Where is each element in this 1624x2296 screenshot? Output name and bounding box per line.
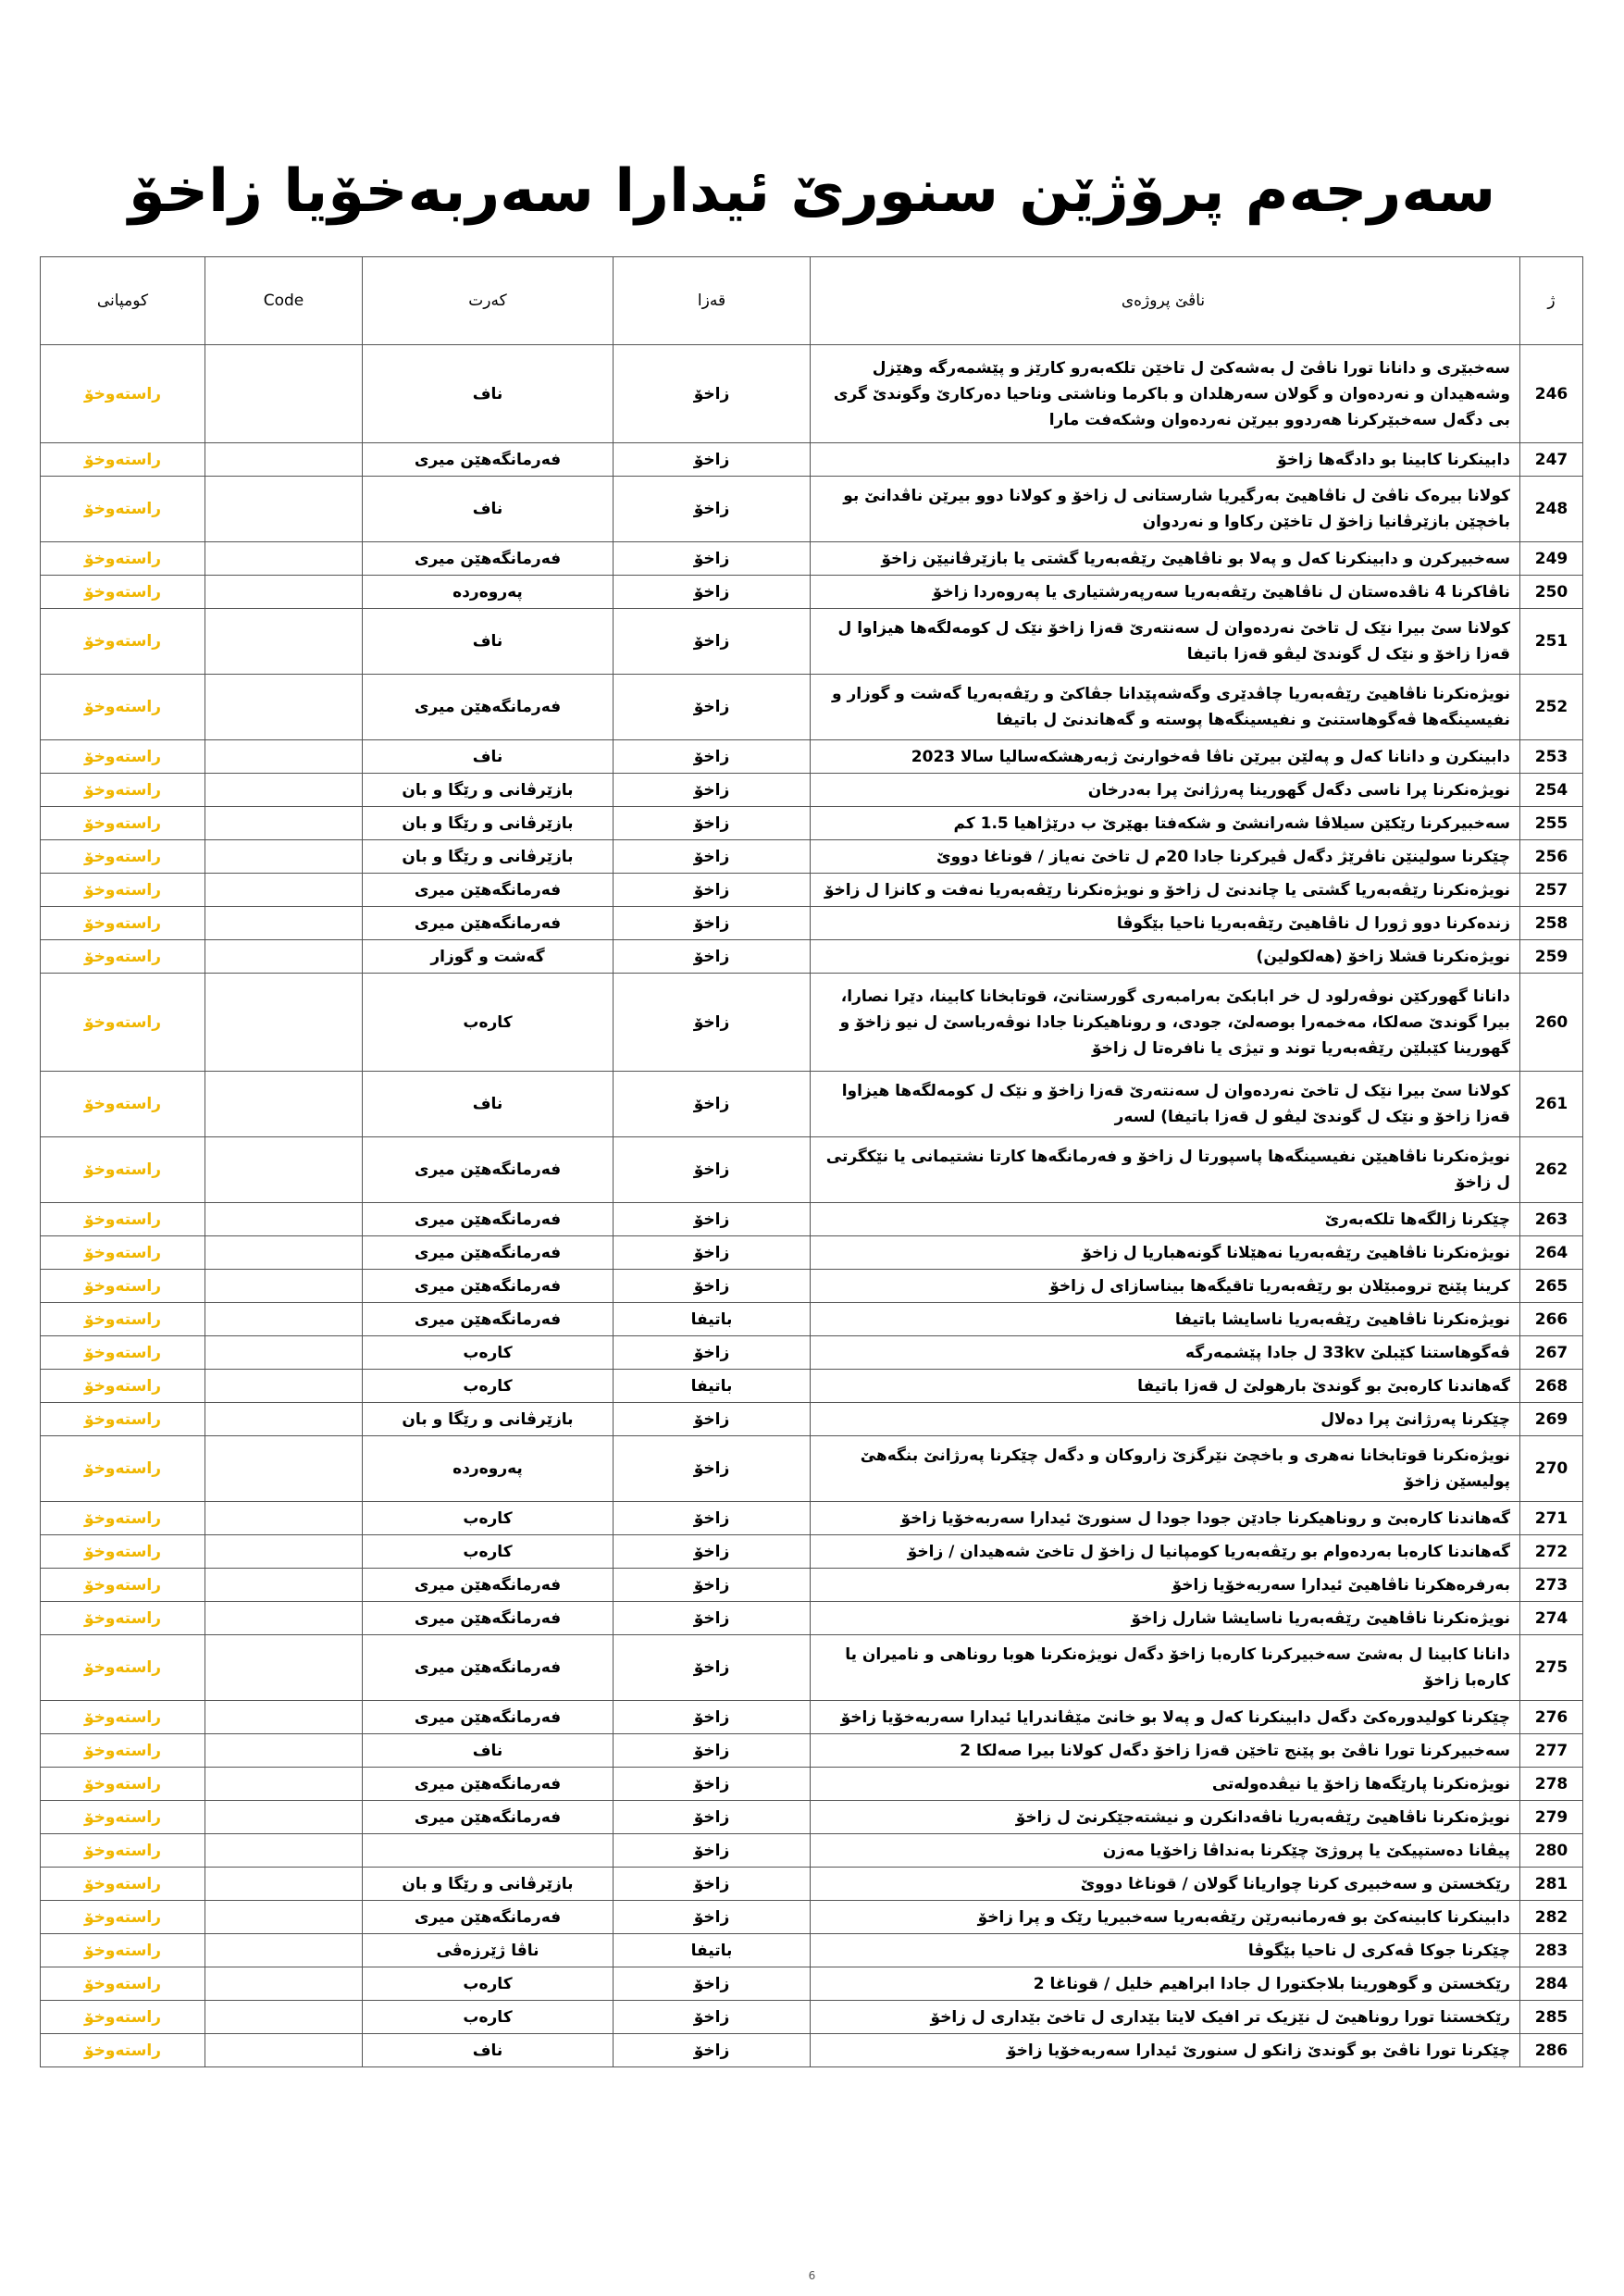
table-row xyxy=(41,1370,1583,1403)
project-name-cell: نویژەنکرنا ناڤاهیێ رێڤەبەریا نەهێلانا گونەهباریا ل زاخۆ xyxy=(811,1236,1520,1270)
project-name-cell: چێکرنا زالگەها تلکەبەرێ xyxy=(811,1203,1520,1236)
table-row xyxy=(41,1801,1583,1834)
company-cell: راستەوخۆ xyxy=(41,1569,205,1602)
code-cell xyxy=(205,907,363,940)
row-number: 258 xyxy=(1520,907,1583,940)
code-cell xyxy=(205,974,363,1072)
row-number: 272 xyxy=(1520,1535,1583,1569)
row-number: 262 xyxy=(1520,1137,1583,1203)
table-row xyxy=(41,1934,1583,1967)
row-number: 278 xyxy=(1520,1768,1583,1801)
company-cell: راستەوخۆ xyxy=(41,1768,205,1801)
table-row xyxy=(41,1701,1583,1734)
code-cell xyxy=(205,609,363,675)
company-cell: راستەوخۆ xyxy=(41,1502,205,1535)
row-number: 263 xyxy=(1520,1203,1583,1236)
district-cell: زاخۆ xyxy=(614,1635,811,1701)
district-cell: زاخۆ xyxy=(614,345,811,443)
sector-cell: بازێرڤانی و رێگا و بان xyxy=(363,1403,614,1436)
code-cell xyxy=(205,1768,363,1801)
company-cell: راستەوخۆ xyxy=(41,907,205,940)
code-cell xyxy=(205,1203,363,1236)
row-number: 255 xyxy=(1520,807,1583,840)
district-cell: زاخۆ xyxy=(614,1236,811,1270)
row-number: 261 xyxy=(1520,1072,1583,1137)
table-header-row xyxy=(41,257,1583,345)
table-row xyxy=(41,1635,1583,1701)
district-cell: زاخۆ xyxy=(614,1901,811,1934)
row-number: 247 xyxy=(1520,443,1583,477)
code-cell xyxy=(205,940,363,974)
row-number: 257 xyxy=(1520,874,1583,907)
code-cell xyxy=(205,477,363,542)
district-cell: زاخۆ xyxy=(614,1834,811,1868)
district-cell: زاخۆ xyxy=(614,840,811,874)
row-number: 268 xyxy=(1520,1370,1583,1403)
table-row xyxy=(41,675,1583,740)
sector-cell: فەرمانگەهێن میری xyxy=(363,1303,614,1336)
row-number: 280 xyxy=(1520,1834,1583,1868)
project-name-cell: چێکرنا پەرژانێ پرا دەلال xyxy=(811,1403,1520,1436)
sector-cell: فەرمانگەهێن میری xyxy=(363,874,614,907)
code-cell xyxy=(205,1834,363,1868)
project-name-cell: دانانا کابینا ل بەشێ سەخبیرکرنا کارەبا زاخۆ دگەل نویژەنکرنا هوبا روناهی و نامیران یا کارەبا زاخۆ xyxy=(811,1635,1520,1701)
sector-cell: ناف xyxy=(363,609,614,675)
sector-cell: فەرمانگەهێن میری xyxy=(363,1270,614,1303)
district-cell: زاخۆ xyxy=(614,1535,811,1569)
company-cell: راستەوخۆ xyxy=(41,1535,205,1569)
code-cell xyxy=(205,1072,363,1137)
code-cell xyxy=(205,675,363,740)
row-number: 281 xyxy=(1520,1868,1583,1901)
code-cell xyxy=(205,2001,363,2034)
table-row xyxy=(41,740,1583,774)
code-cell xyxy=(205,1868,363,1901)
sector-cell: ناڤا ژێرزەڤی xyxy=(363,1934,614,1967)
company-cell: راستەوخۆ xyxy=(41,1370,205,1403)
sector-cell: ناف xyxy=(363,1734,614,1768)
district-cell: زاخۆ xyxy=(614,675,811,740)
district-cell: زاخۆ xyxy=(614,609,811,675)
header-number: ژ xyxy=(1520,257,1583,345)
sector-cell: کارەب xyxy=(363,1336,614,1370)
sector-cell: کارەب xyxy=(363,974,614,1072)
project-name-cell: نویژەنکرنا پرا ناسی دگەل گهورینا پەرژانێ پرا بەدرخان xyxy=(811,774,1520,807)
table-row xyxy=(41,1901,1583,1934)
code-cell xyxy=(205,1535,363,1569)
district-cell: زاخۆ xyxy=(614,1868,811,1901)
code-cell xyxy=(205,1137,363,1203)
project-name-cell: دانانا گهورکێن نوڤەرلود ل خر ابابکێ بەرامبەری گورستانێ، قوتابخانا کابینا، دێرا نصارا، بیرا گوندێ صەلکا، مەخمەرا بوصەلێ، جودی، و روناهیکرنا جادا نوڤەرباسێ ل نیو زاخۆ و گهورینا کێبلێن رێڤەبەریا توند و تیژی یا نافرەتا ل زاخۆ xyxy=(811,974,1520,1072)
table-row xyxy=(41,443,1583,477)
projects-table xyxy=(40,256,1583,2067)
row-number: 271 xyxy=(1520,1502,1583,1535)
row-number: 286 xyxy=(1520,2034,1583,2067)
project-name-cell: ڤەگوهاستنا کێبلێ 33kv ل جادا پێشمەرگە xyxy=(811,1336,1520,1370)
company-cell: راستەوخۆ xyxy=(41,1270,205,1303)
code-cell xyxy=(205,807,363,840)
project-name-cell: کولانا بیرەک ناڤێ ل ناڤاهیێ بەرگیریا شارستانی ل زاخۆ و کولانا دوو بیرێن ناڤدانێ بو باخچێن بازێرڤانیا زاخۆ ل تاخێن رکاوا و نەردوان xyxy=(811,477,1520,542)
table-row xyxy=(41,1403,1583,1436)
table-row xyxy=(41,840,1583,874)
sector-cell: کارەب xyxy=(363,2001,614,2034)
table-row xyxy=(41,807,1583,840)
project-name-cell: نویژەنکرنا قوتابخانا نەهری و باخچێ نێرگزێ زاروکان و دگەل چێکرنا پەرژانێ بنگەهێ پولیسێن زاخۆ xyxy=(811,1436,1520,1502)
district-cell: زاخۆ xyxy=(614,1701,811,1734)
code-cell xyxy=(205,1734,363,1768)
district-cell: زاخۆ xyxy=(614,1768,811,1801)
project-name-cell: نویژەنکرنا ناڤاهیێ رێڤەبەریا ناسایشا باتیفا xyxy=(811,1303,1520,1336)
sector-cell: ناف xyxy=(363,345,614,443)
district-cell: زاخۆ xyxy=(614,1602,811,1635)
project-name-cell: نویژەنکرنا ناڤاهیێ رێڤەبەریا ناسایشا شارل زاخۆ xyxy=(811,1602,1520,1635)
table-row xyxy=(41,1270,1583,1303)
project-name-cell: سەخبیرکرنا تورا ناڤێ بو پێنج تاخێن قەزا زاخۆ دگەل کولانا بیرا صەلکا 2 xyxy=(811,1734,1520,1768)
row-number: 277 xyxy=(1520,1734,1583,1768)
sector-cell: فەرمانگەهێن میری xyxy=(363,1602,614,1635)
company-cell: راستەوخۆ xyxy=(41,576,205,609)
code-cell xyxy=(205,345,363,443)
district-cell: باتیفا xyxy=(614,1934,811,1967)
project-name-cell: نویژەنکرنا ناڤاهیێن نفیسینگەها پاسپورتا ل زاخۆ و فەرمانگەها کارتا نشتیمانی یا نێکگرتی ل زاخۆ xyxy=(811,1137,1520,1203)
company-cell: راستەوخۆ xyxy=(41,974,205,1072)
table-row xyxy=(41,1502,1583,1535)
sector-cell: بازێرڤانی و رێگا و بان xyxy=(363,774,614,807)
table-row xyxy=(41,345,1583,443)
district-cell: زاخۆ xyxy=(614,1203,811,1236)
company-cell: راستەوخۆ xyxy=(41,1701,205,1734)
table-row xyxy=(41,477,1583,542)
row-number: 264 xyxy=(1520,1236,1583,1270)
table-row xyxy=(41,576,1583,609)
sector-cell: پەروەردە xyxy=(363,576,614,609)
company-cell: راستەوخۆ xyxy=(41,1236,205,1270)
row-number: 260 xyxy=(1520,974,1583,1072)
row-number: 248 xyxy=(1520,477,1583,542)
project-name-cell: دابینکرنا کابینا بو دادگەها زاخۆ xyxy=(811,443,1520,477)
table-row xyxy=(41,2001,1583,2034)
table-row xyxy=(41,1303,1583,1336)
company-cell: راستەوخۆ xyxy=(41,1901,205,1934)
sector-cell: فەرمانگەهێن میری xyxy=(363,1635,614,1701)
sector-cell: گەشت و گوزار xyxy=(363,940,614,974)
company-cell: راستەوخۆ xyxy=(41,1602,205,1635)
district-cell: زاخۆ xyxy=(614,542,811,576)
district-cell: زاخۆ xyxy=(614,1137,811,1203)
district-cell: زاخۆ xyxy=(614,907,811,940)
project-name-cell: دابینکرنا کابینەکێ بو فەرمانبەرێن رێڤەبەریا سەخبیریا رێک و پرا زاخۆ xyxy=(811,1901,1520,1934)
row-number: 273 xyxy=(1520,1569,1583,1602)
company-cell: راستەوخۆ xyxy=(41,1635,205,1701)
page-number: 6 xyxy=(808,2269,816,2282)
table-row xyxy=(41,1734,1583,1768)
company-cell: راستەوخۆ xyxy=(41,940,205,974)
code-cell xyxy=(205,1236,363,1270)
row-number: 251 xyxy=(1520,609,1583,675)
district-cell: زاخۆ xyxy=(614,2001,811,2034)
company-cell: راستەوخۆ xyxy=(41,477,205,542)
district-cell: زاخۆ xyxy=(614,1502,811,1535)
district-cell: زاخۆ xyxy=(614,443,811,477)
sector-cell: فەرمانگەهێن میری xyxy=(363,1801,614,1834)
company-cell: راستەوخۆ xyxy=(41,774,205,807)
company-cell: راستەوخۆ xyxy=(41,1303,205,1336)
code-cell xyxy=(205,576,363,609)
table-row xyxy=(41,542,1583,576)
code-cell xyxy=(205,1403,363,1436)
district-cell: زاخۆ xyxy=(614,1734,811,1768)
project-name-cell: بەرفرەهکرنا ناڤاهیێ ئیدارا سەربەخۆیا زاخۆ xyxy=(811,1569,1520,1602)
district-cell: زاخۆ xyxy=(614,1270,811,1303)
table-row xyxy=(41,1834,1583,1868)
project-name-cell: کولانا سێ بیرا نێک ل تاخێ نەردەوان ل سەنتەرێ قەزا زاخۆ و نێک ل کومەلگەها هیزاوا قەزا زاخۆ و نێک ل گوندێ لیڤو ل قەزا باتیفا) لسەر xyxy=(811,1072,1520,1137)
company-cell: راستەوخۆ xyxy=(41,1403,205,1436)
sector-cell: بازێرڤانی و رێگا و بان xyxy=(363,840,614,874)
district-cell: زاخۆ xyxy=(614,1967,811,2001)
district-cell: زاخۆ xyxy=(614,1801,811,1834)
table-row xyxy=(41,774,1583,807)
company-cell: راستەوخۆ xyxy=(41,1868,205,1901)
code-cell xyxy=(205,1635,363,1701)
header-district: قەزا xyxy=(614,257,811,345)
company-cell: راستەوخۆ xyxy=(41,443,205,477)
table-row xyxy=(41,1535,1583,1569)
row-number: 267 xyxy=(1520,1336,1583,1370)
project-name-cell: گەهاندنا کارەبا بەردەوام بو رێڤەبەریا کومپانیا ل زاخۆ ل تاخێ شەهیدان / زاخۆ xyxy=(811,1535,1520,1569)
sector-cell: فەرمانگەهێن میری xyxy=(363,1569,614,1602)
table-row xyxy=(41,1072,1583,1137)
company-cell: راستەوخۆ xyxy=(41,1834,205,1868)
sector-cell: ناف xyxy=(363,2034,614,2067)
table-row xyxy=(41,1236,1583,1270)
district-cell: زاخۆ xyxy=(614,774,811,807)
code-cell xyxy=(205,1801,363,1834)
company-cell: راستەوخۆ xyxy=(41,609,205,675)
row-number: 269 xyxy=(1520,1403,1583,1436)
table-row xyxy=(41,1436,1583,1502)
project-name-cell: ناڤاکرنا 4 ناڤدەستان ل ناڤاهیێ رێڤەبەریا سەرپەرشتیاری یا پەروەردا زاخۆ xyxy=(811,576,1520,609)
row-number: 249 xyxy=(1520,542,1583,576)
project-name-cell: دابینکرن و دانانا کەل و پەلێن بیرێن ناڤا ڤەخوارنێ ژبەرهشکەسالیا سالا 2023 xyxy=(811,740,1520,774)
company-cell: راستەوخۆ xyxy=(41,1072,205,1137)
code-cell xyxy=(205,1602,363,1635)
project-name-cell: چێکرنا سولینێن ناڤرێژ دگەل ڤیرکرنا جادا 20م ل تاخێ نەیاز / قوناغا دووێ xyxy=(811,840,1520,874)
district-cell: باتیفا xyxy=(614,1303,811,1336)
row-number: 254 xyxy=(1520,774,1583,807)
row-number: 282 xyxy=(1520,1901,1583,1934)
district-cell: زاخۆ xyxy=(614,576,811,609)
district-cell: زاخۆ xyxy=(614,940,811,974)
row-number: 270 xyxy=(1520,1436,1583,1502)
sector-cell: بازێرڤانی و رێگا و بان xyxy=(363,807,614,840)
project-name-cell: زندەکرنا دوو ژورا ل ناڤاهیێ رێڤەبەریا ناحیا بێگوڤا xyxy=(811,907,1520,940)
project-name-cell: سەخبێری و دانانا تورا ناڤێ ل بەشەکێ ل تاخێن تلکەبەرو کارێز و پێشمەرگە وهێزل وشەهیدان و نەردەوان و گولان سەرهلدان و باکرما وناشتی وناحیا دەرکارێ وگوندێ گری بی دگەل سەخبێرکرنا هەردوو بیرێن نەردەوان وشکەفت مارا xyxy=(811,345,1520,443)
row-number: 256 xyxy=(1520,840,1583,874)
company-cell: راستەوخۆ xyxy=(41,2001,205,2034)
row-number: 276 xyxy=(1520,1701,1583,1734)
sector-cell: پەروەردە xyxy=(363,1436,614,1502)
project-name-cell: پیڤانا دەستپیکێ یا پروژێ چێکرنا بەنداڤا زاخۆیا مەزن xyxy=(811,1834,1520,1868)
table-body xyxy=(41,345,1583,2067)
company-cell: راستەوخۆ xyxy=(41,542,205,576)
project-name-cell: چێکرنا جوکا ڤەکری ل ناحیا بێگوڤا xyxy=(811,1934,1520,1967)
code-cell xyxy=(205,774,363,807)
sector-cell: بازێرڤانی و رێگا و بان xyxy=(363,1868,614,1901)
sector-cell: ناف xyxy=(363,477,614,542)
table-row xyxy=(41,1768,1583,1801)
header-project-name: ناڤێ پروژەی xyxy=(811,257,1520,345)
table-row xyxy=(41,1868,1583,1901)
company-cell: راستەوخۆ xyxy=(41,1934,205,1967)
sector-cell: فەرمانگەهێن میری xyxy=(363,1768,614,1801)
row-number: 275 xyxy=(1520,1635,1583,1701)
project-name-cell: نویژەنکرنا رێڤەبەریا گشتی یا چاندنێ ل زاخۆ و نویژەنکرنا رێڤەبەریا نەفت و کانزا ل زاخۆ xyxy=(811,874,1520,907)
project-name-cell: گەهاندنا کارەبێ بو گوندێ بارهولێ ل قەزا باتیفا xyxy=(811,1370,1520,1403)
row-number: 283 xyxy=(1520,1934,1583,1967)
sector-cell: کارەب xyxy=(363,1535,614,1569)
table-row xyxy=(41,1602,1583,1635)
project-name-cell: نویژەنکرنا ناڤاهیێ رێڤەبەریا چاڤدێری وگەشەپێدانا جڤاکێ و رێڤەبەریا گەشت و گوزار و نفیسینگەها ڤەگوهاستنێ و نفیسینگەها پوستە و گەهاندنێ ل باتیفا xyxy=(811,675,1520,740)
sector-cell: فەرمانگەهێن میری xyxy=(363,1901,614,1934)
sector-cell: فەرمانگەهێن میری xyxy=(363,542,614,576)
sector-cell: فەرمانگەهێن میری xyxy=(363,1236,614,1270)
project-name-cell: نویژەنکرنا ناڤاهیێ رێڤەبەریا ناڤەدانکرن و نیشتەجێکرنێ ل زاخۆ xyxy=(811,1801,1520,1834)
sector-cell xyxy=(363,1834,614,1868)
sector-cell: فەرمانگەهێن میری xyxy=(363,1701,614,1734)
table-row xyxy=(41,1569,1583,1602)
row-number: 259 xyxy=(1520,940,1583,974)
sector-cell: فەرمانگەهێن میری xyxy=(363,675,614,740)
district-cell: زاخۆ xyxy=(614,1072,811,1137)
company-cell: راستەوخۆ xyxy=(41,740,205,774)
district-cell: زاخۆ xyxy=(614,477,811,542)
company-cell: راستەوخۆ xyxy=(41,1436,205,1502)
project-name-cell: سەخبیرکرن و دابینکرنا کەل و پەلا بو ناڤاهیێ رێڤەبەریا گشتی یا بازێرڤانیێن زاخۆ xyxy=(811,542,1520,576)
sector-cell: فەرمانگەهێن میری xyxy=(363,1137,614,1203)
sector-cell: کارەب xyxy=(363,1502,614,1535)
header-sector: کەرت xyxy=(363,257,614,345)
code-cell xyxy=(205,1901,363,1934)
row-number: 246 xyxy=(1520,345,1583,443)
project-name-cell: گەهاندنا کارەبێ و روناهیکرنا جادێن جودا جودا ل سنورێ ئیدارا سەربەخۆیا زاخۆ xyxy=(811,1502,1520,1535)
sector-cell: فەرمانگەهێن میری xyxy=(363,443,614,477)
project-name-cell: رێکخستن و گوهورینا بلاجکتورا ل جادا ابراهیم خلیل / قوناغا 2 xyxy=(811,1967,1520,2001)
company-cell: راستەوخۆ xyxy=(41,1336,205,1370)
code-cell xyxy=(205,1303,363,1336)
district-cell: زاخۆ xyxy=(614,1403,811,1436)
district-cell: زاخۆ xyxy=(614,2034,811,2067)
company-cell: راستەوخۆ xyxy=(41,1203,205,1236)
sector-cell: فەرمانگەهێن میری xyxy=(363,907,614,940)
company-cell: راستەوخۆ xyxy=(41,1137,205,1203)
code-cell xyxy=(205,1270,363,1303)
sector-cell: کارەب xyxy=(363,1370,614,1403)
table-row xyxy=(41,1336,1583,1370)
sector-cell: فەرمانگەهێن میری xyxy=(363,1203,614,1236)
company-cell: راستەوخۆ xyxy=(41,2034,205,2067)
row-number: 253 xyxy=(1520,740,1583,774)
code-cell xyxy=(205,874,363,907)
district-cell: باتیفا xyxy=(614,1370,811,1403)
company-cell: راستەوخۆ xyxy=(41,1734,205,1768)
table-row xyxy=(41,1137,1583,1203)
project-name-cell: کولانا سێ بیرا نێک ل تاخێ نەردەوان ل سەنتەرێ قەزا زاخۆ نێک ل کومەلگەها هیزاوا ل قەزا زاخۆ و نێک ل گوندێ لیڤو قەزا باتیفا xyxy=(811,609,1520,675)
code-cell xyxy=(205,1370,363,1403)
table-row xyxy=(41,1203,1583,1236)
table-row xyxy=(41,2034,1583,2067)
code-cell xyxy=(205,542,363,576)
company-cell: راستەوخۆ xyxy=(41,1801,205,1834)
code-cell xyxy=(205,740,363,774)
table-row xyxy=(41,907,1583,940)
project-name-cell: کرینا پێنج ترومبێلان بو رێڤەبەریا تاقیگەها بیناسازای ل زاخۆ xyxy=(811,1270,1520,1303)
project-name-cell: سەخبیرکرنا رێکێن سیلاڤا شەرانشێ و شکەفتا بهێرێ ب درێژاهیا 1.5 کم xyxy=(811,807,1520,840)
code-cell xyxy=(205,840,363,874)
project-name-cell: نویژەنکرنا قشلا زاخۆ (هەلکولین) xyxy=(811,940,1520,974)
row-number: 266 xyxy=(1520,1303,1583,1336)
row-number: 265 xyxy=(1520,1270,1583,1303)
company-cell: راستەوخۆ xyxy=(41,1967,205,2001)
company-cell: راستەوخۆ xyxy=(41,345,205,443)
table-row xyxy=(41,940,1583,974)
district-cell: زاخۆ xyxy=(614,807,811,840)
sector-cell: کارەب xyxy=(363,1967,614,2001)
code-cell xyxy=(205,1967,363,2001)
header-code: Code xyxy=(205,257,363,345)
code-cell xyxy=(205,1502,363,1535)
table-row xyxy=(41,609,1583,675)
code-cell xyxy=(205,1569,363,1602)
project-name-cell: نویژەنکرنا پارێگەها زاخۆ یا نیڤدەولەتی xyxy=(811,1768,1520,1801)
company-cell: راستەوخۆ xyxy=(41,675,205,740)
code-cell xyxy=(205,1701,363,1734)
company-cell: راستەوخۆ xyxy=(41,807,205,840)
project-name-cell: چێکرنا کولیدورەکێ دگەل دابینکرنا کەل و پەلا بو خانێ مێڤاندرایا ئیدارا سەربەخۆیا زاخۆ xyxy=(811,1701,1520,1734)
project-name-cell: رێکخستن و سەخبیری کرنا چواریانا گولان / قوناغا دووێ xyxy=(811,1868,1520,1901)
company-cell: راستەوخۆ xyxy=(41,840,205,874)
code-cell xyxy=(205,1934,363,1967)
row-number: 274 xyxy=(1520,1602,1583,1635)
sector-cell: ناف xyxy=(363,740,614,774)
row-number: 279 xyxy=(1520,1801,1583,1834)
row-number: 285 xyxy=(1520,2001,1583,2034)
project-name-cell: چێکرنا تورا ناڤێ بو گوندێ زانکو ل سنورێ ئیدارا سەربەخۆیا زاخۆ xyxy=(811,2034,1520,2067)
row-number: 284 xyxy=(1520,1967,1583,2001)
row-number: 252 xyxy=(1520,675,1583,740)
code-cell xyxy=(205,2034,363,2067)
district-cell: زاخۆ xyxy=(614,740,811,774)
district-cell: زاخۆ xyxy=(614,1569,811,1602)
district-cell: زاخۆ xyxy=(614,1336,811,1370)
table-row xyxy=(41,974,1583,1072)
row-number: 250 xyxy=(1520,576,1583,609)
district-cell: زاخۆ xyxy=(614,1436,811,1502)
code-cell xyxy=(205,443,363,477)
district-cell: زاخۆ xyxy=(614,874,811,907)
company-cell: راستەوخۆ xyxy=(41,874,205,907)
code-cell xyxy=(205,1436,363,1502)
district-cell: زاخۆ xyxy=(614,974,811,1072)
table-row xyxy=(41,1967,1583,2001)
page-title: سەرجەم پرۆژێن سنورێ ئیدارا سەربەخۆیا زاخۆ xyxy=(128,157,1496,226)
sector-cell: ناف xyxy=(363,1072,614,1137)
header-company: کومپانی xyxy=(41,257,205,345)
project-name-cell: رێکخستنا تورا روناهیێ ل نێزیک تر افیک لایتا بێداری ل تاخێ بێداری ل زاخۆ xyxy=(811,2001,1520,2034)
table-row xyxy=(41,874,1583,907)
code-cell xyxy=(205,1336,363,1370)
